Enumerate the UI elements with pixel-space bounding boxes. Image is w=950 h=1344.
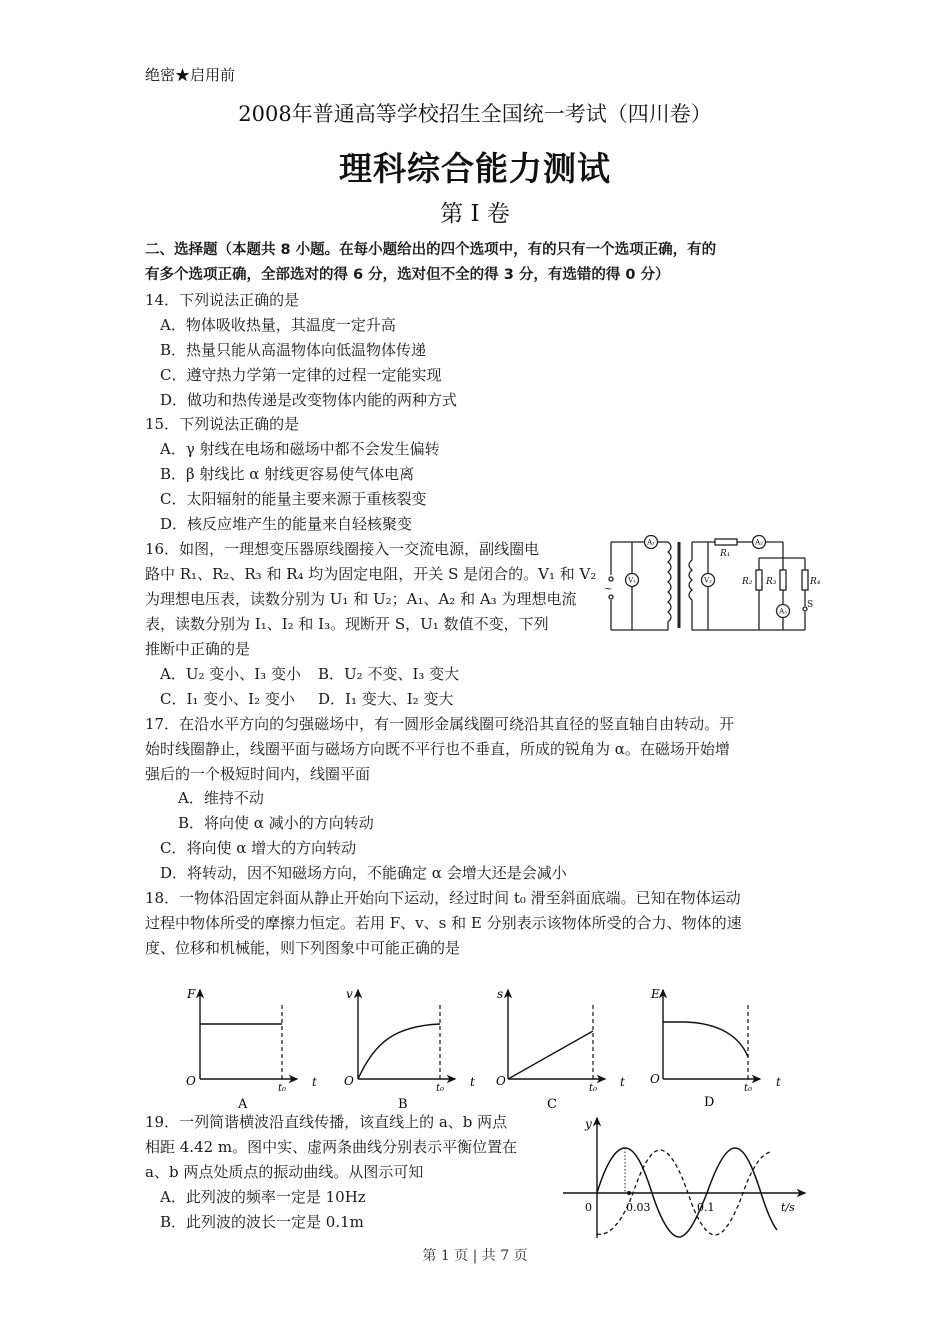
question-17-stem-line2: 始时线圈静止，线圈平面与磁场方向既不平行也不垂直，所成的锐角为 α。在磁场开始增 [145,740,730,758]
svg-text:t₀: t₀ [278,1083,287,1094]
question-17-stem-line1: 17．在沿水平方向的匀强磁场中，有一圆形金属线圈可绕沿其直径的竖直轴自由转动。开 [145,715,735,733]
question-17-option-c: C．将向使 α 增大的方向转动 [160,839,357,857]
question-15-option-b: B．β 射线比 α 射线更容易使气体电离 [160,465,415,483]
question-16-stem-line5: 推断中正确的是 [145,640,251,658]
question-14-stem: 14．下列说法正确的是 [145,291,300,309]
vibration-curves-figure [555,1110,810,1240]
question-18-stem-line1: 18．一物体沿固定斜面从静止开始向下运动，经过时间 t₀ 滑至斜面底端。已知在物体运动 [145,889,741,907]
question-19-stem-line2: 相距 4.42 m。图中实、虚两条曲线分别表示平衡位置在 [145,1138,518,1156]
question-14-option-d: D．做功和热传递是改变物体内能的两种方式 [160,391,458,409]
transformer-circuit-diagram [600,530,820,640]
switch-s-label: S [807,600,814,610]
question-17-option-b: B．将向使 α 减小的方向转动 [178,814,374,832]
voltmeter-v1-label: V₁ [628,576,636,585]
question-16-stem-line3: 为理想电压表，读数分别为 U₁ 和 U₂；A₁、A₂ 和 A₃ 为理想电流 [145,590,577,608]
resistor-r3-label: R₃ [766,577,777,587]
question-18-stem-line2: 过程中物体所受的摩擦力恒定。若用 F、v、s 和 E 分别表示该物体所受的合力、物体的速 [145,914,742,932]
svg-text:y: y [585,1117,592,1131]
svg-text:D: D [704,1095,715,1110]
svg-text:t₀: t₀ [589,1083,598,1094]
section-instructions-line2: 有多个选项正确，全部选对的得 6 分，选对但不全的得 3 分，有选错的得 0 分） [145,267,670,283]
svg-text:s: s [497,987,504,1001]
question-15-option-d: D．核反应堆产生的能量来自轻核聚变 [160,515,413,533]
question-17-stem-line3: 强后的一个极短时间内，线圈平面 [145,765,371,783]
question-16-option-d: D．I₁ 变大、I₂ 变大 [318,690,454,708]
question-15-option-a: A．γ 射线在电场和磁场中都不会发生偏转 [160,440,440,458]
resistor-r2-label: R₂ [742,577,753,587]
question-19-option-a: A．此列波的频率一定是 10Hz [160,1188,366,1206]
question-16-stem-line1: 16．如图，一理想变压器原线圈接入一交流电源，副线圈电 [145,540,540,558]
svg-text:t: t [470,1075,475,1089]
question-19-stem-line3: a、b 两点处质点的振动曲线。从图示可知 [145,1163,424,1181]
subject-title: 理科综合能力测试 [339,149,611,188]
question-19-option-b: B．此列波的波长一定是 0.1m [160,1213,364,1231]
svg-text:t/s: t/s [781,1201,795,1214]
question-17-option-a: A．维持不动 [178,789,264,807]
svg-text:O: O [496,1074,506,1088]
question-16-option-b: B．U₂ 不变、I₃ 变大 [318,665,460,683]
graph-a [186,987,317,1112]
svg-text:0: 0 [585,1201,592,1214]
question-15-option-c: C．太阳辐射的能量主要来源于重核裂变 [160,490,427,508]
svg-text:v: v [346,987,353,1001]
motion-graphs-figure [180,982,820,1112]
question-15-stem: 15．下列说法正确的是 [145,415,300,433]
svg-text:O: O [650,1072,660,1086]
question-14-option-c: C．遵守热力学第一定律的过程一定能实现 [160,366,442,384]
graph-b [344,987,475,1112]
svg-text:0.1: 0.1 [697,1201,715,1214]
volume-label: 第 I 卷 [440,201,510,227]
svg-text:B: B [398,1097,408,1112]
svg-text:C: C [547,1097,557,1112]
svg-text:0.03: 0.03 [626,1201,651,1214]
graph-d [650,987,781,1110]
svg-text:t₀: t₀ [744,1083,753,1094]
question-18-stem-line3: 度、位移和机械能，则下列图象中可能正确的是 [145,939,461,957]
svg-text:t: t [776,1075,781,1089]
question-17-option-d: D．将转动，因不知磁场方向，不能确定 α 会增大还是会减小 [160,864,567,882]
graph-c [496,987,625,1112]
question-16-option-c: C．I₁ 变小、I₂ 变小 [160,690,295,708]
svg-text:t: t [312,1075,317,1089]
svg-text:O: O [344,1074,354,1088]
secret-mark: 绝密★启用前 [145,66,236,84]
svg-text:t₀: t₀ [436,1083,445,1094]
question-19-stem-line1: 19．一列简谐横波沿直线传播，该直线上的 a、b 两点 [145,1113,508,1131]
svg-text:A: A [238,1097,248,1112]
question-14-option-a: A．物体吸收热量，其温度一定升高 [160,316,396,334]
section-instructions-line1: 二、选择题（本题共 8 小题。在每小题给出的四个选项中，有的只有一个选项正确，有的 [145,242,717,258]
question-16-stem-line4: 表，读数分别为 I₁、I₂ 和 I₃。现断开 S，U₁ 数值不变，下列 [145,615,549,633]
question-14-option-b: B．热量只能从高温物体向低温物体传递 [160,341,427,359]
ammeter-a3-label: A₃ [779,607,787,616]
resistor-r1-label: R₁ [720,549,731,559]
question-16-stem-line2: 路中 R₁、R₂、R₃ 和 R₄ 均为固定电阻，开关 S 是闭合的。V₁ 和 V₂ [145,565,597,583]
voltmeter-v2-label: V₂ [704,576,712,585]
ammeter-a2-label: A₂ [755,538,763,547]
svg-text:F: F [187,987,196,1001]
svg-text:t: t [620,1075,625,1089]
ammeter-a1-label: A₁ [647,538,655,547]
question-16-option-a: A．U₂ 变小、I₃ 变小 [160,665,301,683]
page-indicator: 第 1 页 | 共 7 页 [422,1248,528,1264]
resistor-r4-label: R₄ [810,577,820,587]
svg-text:O: O [186,1074,196,1088]
svg-text:E: E [651,987,660,1001]
exam-title: 2008年普通高等学校招生全国统一考试（四川卷） [238,102,712,126]
ac-source-icon: ~ [604,584,613,595]
